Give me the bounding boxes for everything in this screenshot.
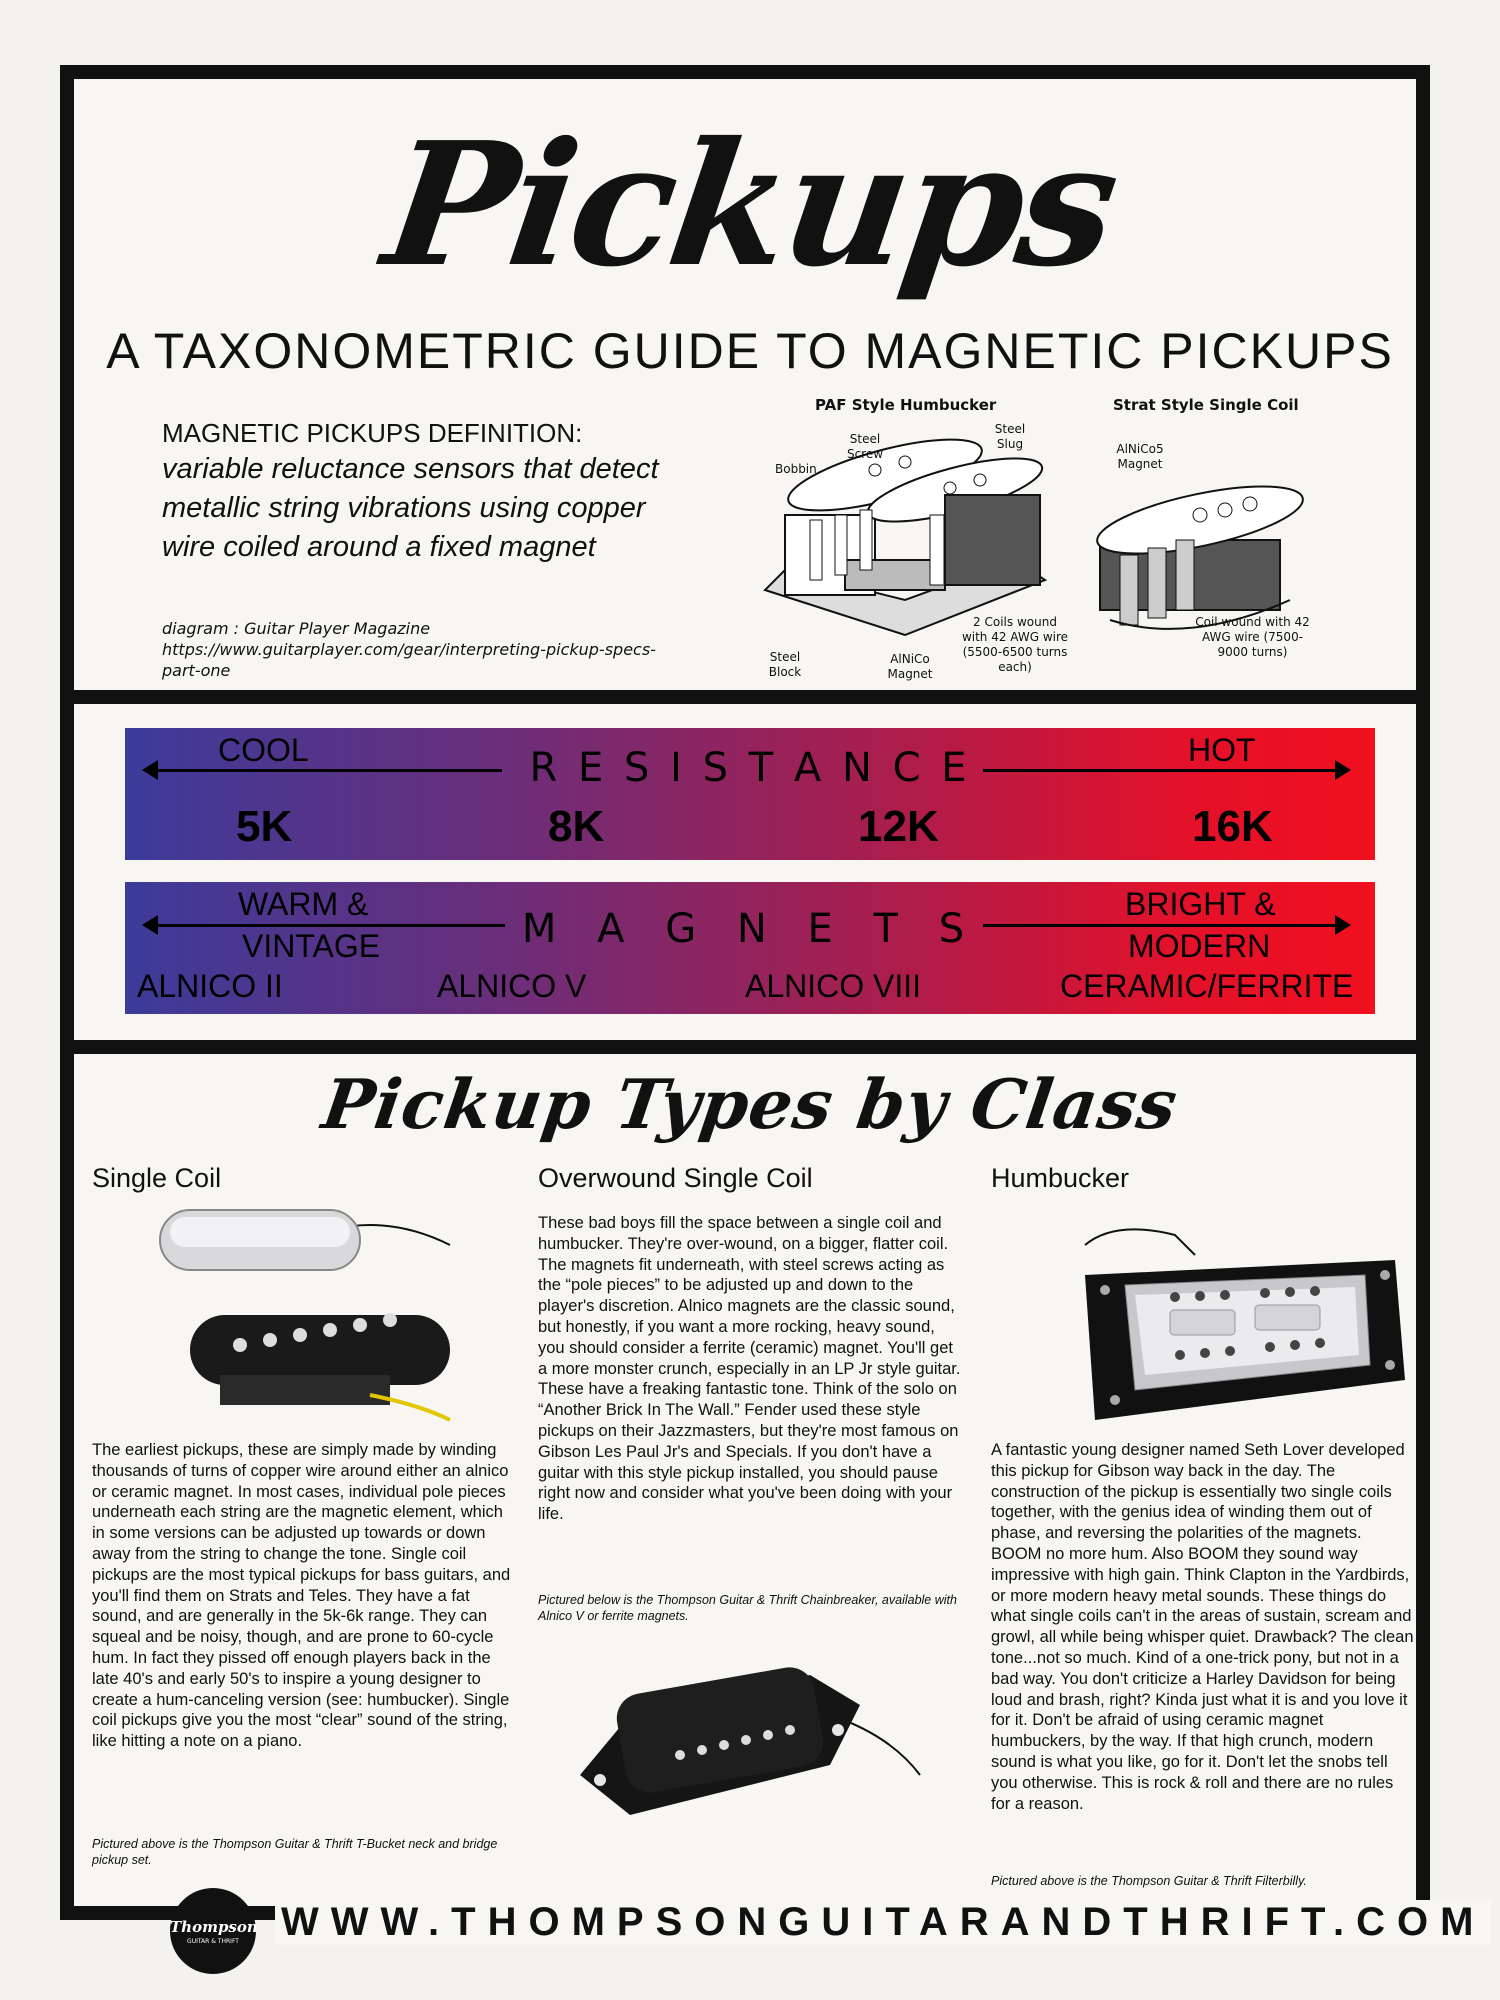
humbucker-pickup-image (1075, 1215, 1415, 1430)
overwound-title: Overwound Single Coil (538, 1163, 813, 1193)
resistance-title: R E S I S T A N C E (529, 745, 971, 791)
humbucker-title: Humbucker (991, 1163, 1130, 1193)
magnets-vintage-label: VINTAGE (242, 928, 381, 964)
page-subtitle: A TAXONOMETRIC GUIDE TO MAGNETIC PICKUPS (106, 323, 1394, 379)
magnets-modern-label: MODERN (1128, 928, 1271, 964)
label-steel-slug: Steel Slug (994, 422, 1026, 451)
label-steel-block: Steel Block (768, 650, 802, 679)
resistance-8k: 8K (548, 802, 605, 851)
credit-url[interactable]: https://www.guitarplayer.com/gear/interpreting-pickup-specs-part-one (162, 640, 656, 680)
humbucker-caption: Pictured above is the Thompson Guitar & Thrift Filterbilly. (991, 1874, 1307, 1888)
thompson-logo (170, 1888, 256, 1974)
credit-source: diagram : Guitar Player Magazine (162, 619, 431, 638)
label-coil-single: Coil wound with 42 AWG wire (7500-9000 turns) (1195, 615, 1310, 659)
page-title: Pickups (373, 105, 1126, 305)
single-coil-pickup-image (130, 1195, 460, 1425)
resistance-5k: 5K (236, 802, 293, 851)
website-url[interactable]: WWW.THOMPSONGUITARANDTHRIFT.COM (275, 1900, 1491, 1945)
overwound-pickup-image (570, 1655, 930, 1835)
section-title: Pickup Types by Class (317, 1065, 1183, 1145)
overwound-body: These bad boys fill the space between a single coil and humbucker. They're over-wound, on a bigger, flatter coil. The magnets fit underneath, with steel screws acting as the “pole pieces” to be adjusted up and down to the player's discretion. Alnico magnets are the classic sound, but honestly, if you want a more rocking, heavy sound, you should consider a ferrite (ceramic) magnet. You'll get a more monster crunch, especially in an LP Jr style guitar. These have a freaking fantastic tone. Think of the solo on “Another Brick In The Wall.” Fender used these style pickups on their Jazzmasters, but they're most famous on Gibson Les Paul Jr's and Specials. If you don't have a guitar with this style pickup installed, you should pause right now and consider what you've been doing with your life. (538, 1214, 961, 1524)
divider-top (60, 690, 1430, 704)
resistance-hot-label: HOT (1188, 732, 1256, 768)
divider-middle (60, 1040, 1430, 1054)
logo-text: Thompson (170, 1918, 258, 1936)
magnets-warm-label: WARM & (238, 886, 369, 922)
resistance-cool-label: COOL (218, 732, 309, 768)
label-alnico5: AlNiCo5 Magnet (1116, 442, 1164, 471)
magnet-alnico-viii: ALNICO VIII (745, 968, 922, 1004)
single-coil-title: Single Coil (92, 1163, 222, 1193)
single-coil-caption: Pictured above is the Thompson Guitar & Thrift T-Bucket neck and bridge pickup set. (92, 1837, 498, 1867)
label-coils: 2 Coils wound with 42 AWG wire (5500-6500 turns each) (961, 615, 1069, 674)
paf-diagram-title: PAF Style Humbucker (815, 396, 997, 414)
magnet-ceramic-ferrite: CERAMIC/FERRITE (1060, 968, 1354, 1004)
magnets-bright-label: BRIGHT & (1125, 886, 1276, 922)
label-bobbin: Bobbin (775, 462, 817, 476)
magnets-title: M A G N E T S (521, 906, 979, 952)
definition-heading: MAGNETIC PICKUPS DEFINITION: (162, 418, 583, 448)
strat-diagram-title: Strat Style Single Coil (1113, 396, 1299, 414)
diagram-credit (162, 618, 662, 681)
label-steel-screw: Steel Screw (846, 432, 884, 461)
definition-body: variable reluctance sensors that detect metallic string vibrations using copper wire coiled around a fixed magnet (162, 453, 659, 563)
magnet-alnico-v: ALNICO V (437, 968, 587, 1004)
humbucker-body: A fantastic young designer named Seth Lover developed this pickup for Gibson way back in the day. The construction of the pickup is essentially two single coils together, with the genius idea of winding them out of phase, and reversing the polarities of the magnets. BOOM no more hum. Also BOOM they sound way impressive with high gain. Think Clapton in the Yardbirds, or more modern heavy metal sounds. These things do what single coils can't in the areas of sustain, scream and growl, all while being whisper quiet. Drawback? The clean tone...not so much. Kind of a one-trick pony, but not in a bad way. You don't criticize a Harley Davidson for being loud and brash, right? Kinda just what it is and you love it for it. Don't be afraid of using ceramic magnet humbuckers, by the way. If that high crunch, modern sound is what you like, go for it. Don't let the snobs tell you otherwise. This is rock & roll and there are no rules for a reason. (991, 1441, 1414, 1813)
magnet-alnico-ii: ALNICO II (137, 968, 283, 1004)
overwound-caption: Pictured below is the Thompson Guitar & Thrift Chainbreaker, available with Alnico V or ferrite magnets. (538, 1593, 957, 1623)
single-coil-body: The earliest pickups, these are simply made by winding thousands of turns of copper wire around either an alnico or ceramic magnet. In most cases, individual pole pieces underneath each string are the magnetic element, which in some versions can be adjusted up towards or down away from the string to change the tone. Single coil pickups are the most typical pickups for bass guitars, and you'll find them on Strats and Teles. They have a fat sound, and are generally in the 5k-6k range. They can squeal and be noisy, though, and are prone to 60-cycle hum. In fact they pissed off enough players back in the late 40's and early 50's to inspire a young designer to create a hum-canceling version (see: humbucker). Single coil pickups give you the most “clear” sound of the string, like hitting a note on a piano. (92, 1441, 511, 1751)
logo-subtext: GUITAR & THRIFT (187, 1938, 239, 1945)
label-alnico-magnet: AlNiCo Magnet (887, 652, 933, 681)
resistance-16k: 16K (1192, 802, 1273, 851)
resistance-12k: 12K (858, 802, 939, 851)
